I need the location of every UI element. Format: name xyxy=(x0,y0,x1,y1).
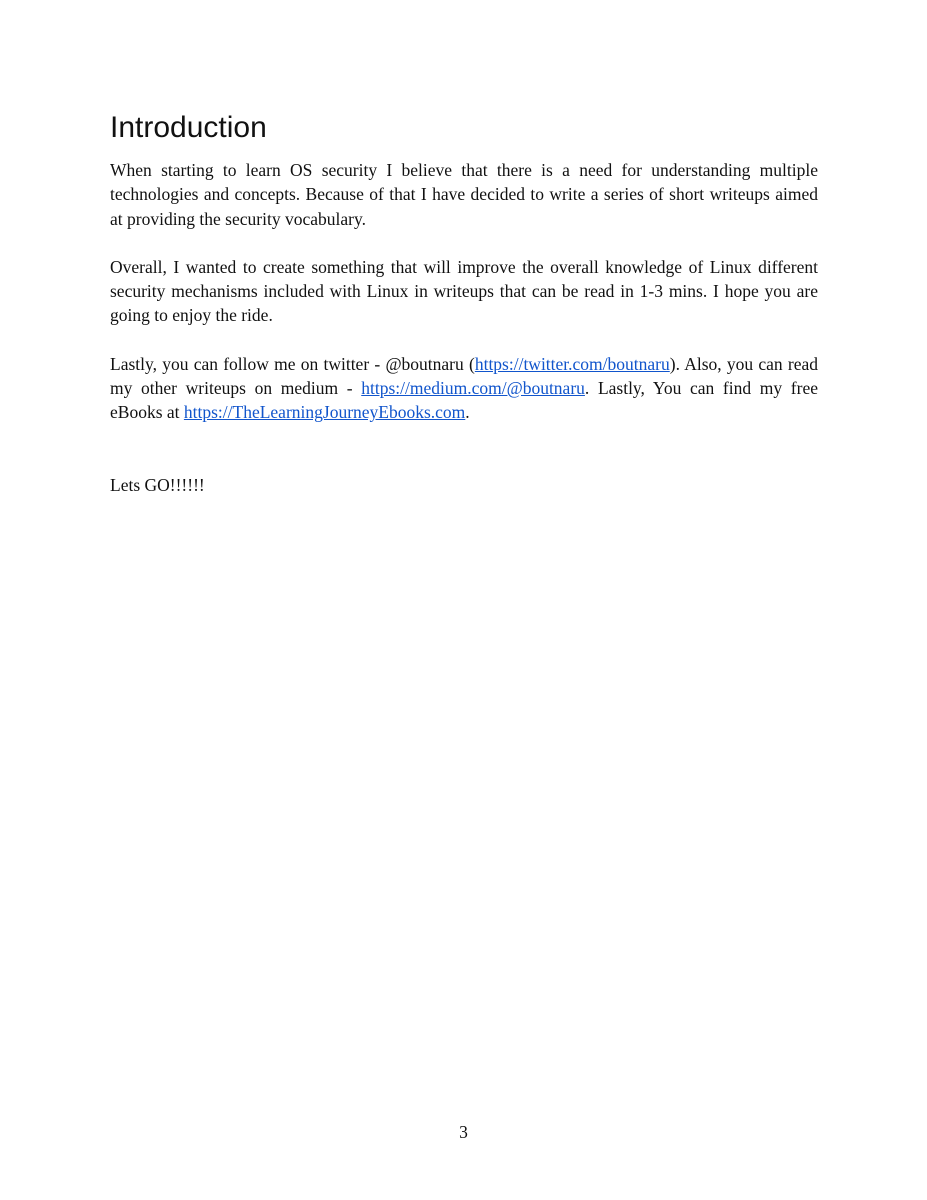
ebooks-link[interactable]: https://TheLearningJourneyEbooks.com xyxy=(183,402,466,423)
page-title: Introduction xyxy=(110,111,267,144)
medium-link[interactable]: https://medium.com/@boutnaru xyxy=(361,378,585,399)
contact-text-1: Lastly, you can follow me on twitter - @boutnaru ( xyxy=(110,353,475,374)
page-content xyxy=(110,108,818,521)
twitter-link[interactable]: https://twitter.com/boutnaru xyxy=(474,353,670,374)
contact-text-3: . Lastly, You can find my free eBooks at xyxy=(110,378,818,423)
contact-text-2: ). Also, you can read my other writeups on medium - xyxy=(110,353,818,399)
overview-paragraph: Overall, I wanted to create something that will improve the overall knowledge of Linux different security mechanisms included with Linux in writeups that can be read in 1-3 mins. I hope you are going to enjoy the ride. xyxy=(110,256,818,326)
page-number: 3 xyxy=(459,1122,468,1142)
contact-text-4: . xyxy=(465,402,470,423)
intro-paragraph: When starting to learn OS security I believe that there is a need for understanding multiple technologies and concepts. Because of that I have decided to write a series of short writeups aimed at providing the security vocabulary. xyxy=(110,160,818,229)
closing-line: Lets GO!!!!!! xyxy=(110,474,205,495)
contact-paragraph xyxy=(110,352,818,425)
